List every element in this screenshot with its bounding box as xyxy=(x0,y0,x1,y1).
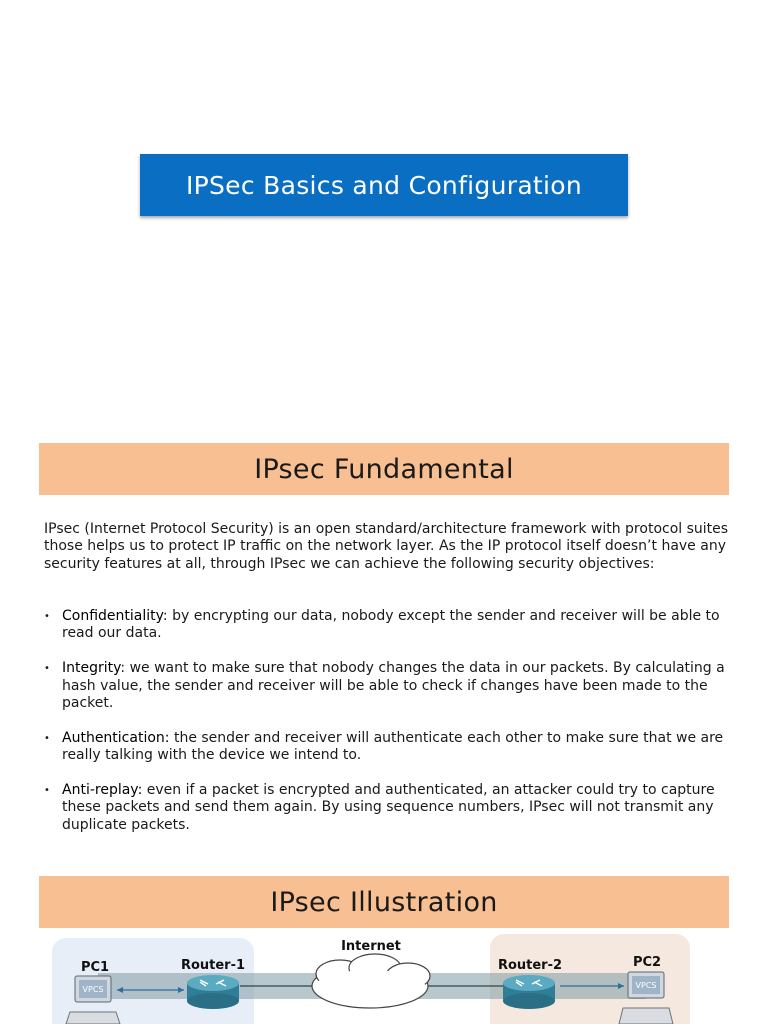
page-title: IPSec Basics and Configuration xyxy=(185,170,583,200)
bullet-text: even if a packet is encrypted and authenticated, an attacker could try to capture these packets and send them again. By using sequence numbers, IPsec will not transmit any duplicate packets. xyxy=(62,782,715,833)
bullet-term: Confidentiality xyxy=(62,608,163,624)
router-1-icon xyxy=(187,975,239,1009)
section-heading-fundamental xyxy=(39,443,729,495)
section-heading-illustration xyxy=(39,876,729,928)
router-2-icon xyxy=(503,975,555,1009)
bullet-text: the sender and receiver will authenticate each other to make sure that we are really talking with the device we intend to. xyxy=(62,729,724,764)
title-banner xyxy=(140,154,628,216)
bullet-separator: : xyxy=(120,660,130,677)
intro-paragraph: IPsec (Internet Protocol Security) is an open standard/architecture framework with protocol suites those helps us to protect IP traffic on the network layer. As the IP protocol itself doesn’t have any security features at all, through IPsec we can achieve the following security objectives: xyxy=(44,521,729,572)
bullet-term: Integrity xyxy=(62,660,121,677)
bullet-icon: • xyxy=(44,663,50,675)
internet-label: Internet xyxy=(341,939,401,954)
list-item xyxy=(44,660,729,712)
bullet-icon: • xyxy=(44,785,50,797)
ipsec-network-diagram xyxy=(0,928,768,1024)
internet-cloud-icon xyxy=(312,954,430,1008)
bullet-separator: : xyxy=(162,608,173,624)
objectives-list xyxy=(44,608,729,852)
bullet-icon: • xyxy=(44,732,50,744)
bullet-text: by encrypting our data, nobody except the sender and receiver will be able to read our data. xyxy=(62,608,720,642)
pc2-screen-label: VPCS xyxy=(635,981,657,990)
section-heading-text: IPsec Fundamental xyxy=(254,453,514,485)
list-item xyxy=(44,782,729,834)
pc1-screen-label: VPCS xyxy=(82,985,104,994)
bullet-icon: • xyxy=(44,611,50,622)
bullet-term: Authentication: xyxy=(62,729,170,746)
list-item xyxy=(44,608,729,643)
bullet-text: we want to make sure that nobody changes the data in our packets. By calculating a hash value, the sender and receiver will be able to check if changes have been made to the packet. xyxy=(62,660,725,712)
section-heading-text: IPsec Illustration xyxy=(270,886,498,918)
pc1-label: PC1 xyxy=(80,960,110,975)
router-2-label: Router-2 xyxy=(497,958,563,973)
bullet-term: Anti-replay: xyxy=(62,782,143,799)
pc2-label: PC2 xyxy=(632,955,662,970)
router-1-label: Router-1 xyxy=(180,958,246,973)
list-item xyxy=(44,730,729,765)
